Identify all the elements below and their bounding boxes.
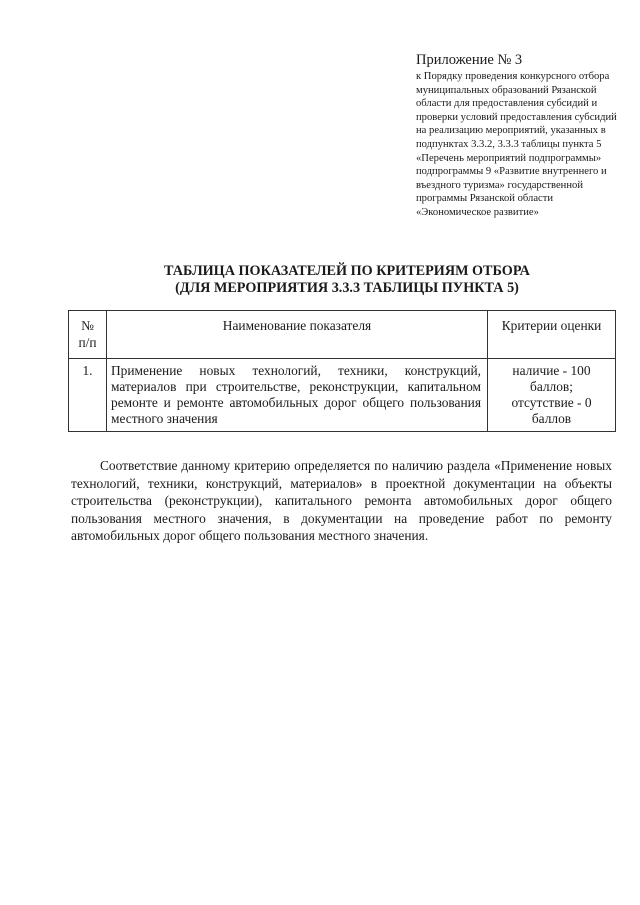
criteria-absence: отсутствие - 0 баллов <box>511 395 592 426</box>
header-indicator-name: Наименование показателя <box>107 311 488 359</box>
row-indicator-name: Применение новых технологий, техники, конструкций, материалов при строительстве, реконструкции, капитальном ремонте и ремонте автомобильных дорог общего пользования местного значения <box>107 359 488 432</box>
header-number <box>69 311 107 359</box>
header-criteria: Критерии оценки <box>488 311 616 359</box>
body-paragraph: Соответствие данному критерию определяется по наличию раздела «Применение новых технологий, техники, конструкций, материалов» в проектной документации на объекты строительства (реконструкции), капитального ремонта автомобильных дорог общего пользования местного значения, в документации на проведение работ по ремонту автомобильных дорог общего пользования местного значения. <box>71 458 612 544</box>
row-criteria <box>488 359 616 432</box>
criteria-table <box>68 310 616 432</box>
table-row <box>69 359 616 432</box>
criteria-presence: наличие - 100 баллов; <box>512 363 591 394</box>
header-number-symbol: № <box>81 318 94 333</box>
appendix-title: Приложение № 3 <box>416 52 523 68</box>
page-title-line-1: ТАБЛИЦА ПОКАЗАТЕЛЕЙ ПО КРИТЕРИЯМ ОТБОРА <box>164 263 530 279</box>
page-title <box>60 263 634 297</box>
row-number: 1. <box>69 359 107 432</box>
header-number-abbr: п/п <box>78 335 97 350</box>
page-title-line-2: (ДЛЯ МЕРОПРИЯТИЯ 3.3.3 ТАБЛИЦЫ ПУНКТА 5) <box>175 280 519 296</box>
appendix-block <box>416 52 622 220</box>
table-header-row <box>69 311 616 359</box>
appendix-text: к Порядку проведения конкурсного отбора муниципальных образований Рязанской области для предоставления субсидий и проверки условий предоставления субсидий на реализацию мероприятий, указанных в подпунктах 3.3.2, 3.3.3 таблицы пункта 5 «Перечень мероприятий подпрограммы» подпрограммы 9 «Развитие внутреннего и въездного туризма» государственной программы Рязанской области «Экономическое развитие» <box>416 71 617 218</box>
